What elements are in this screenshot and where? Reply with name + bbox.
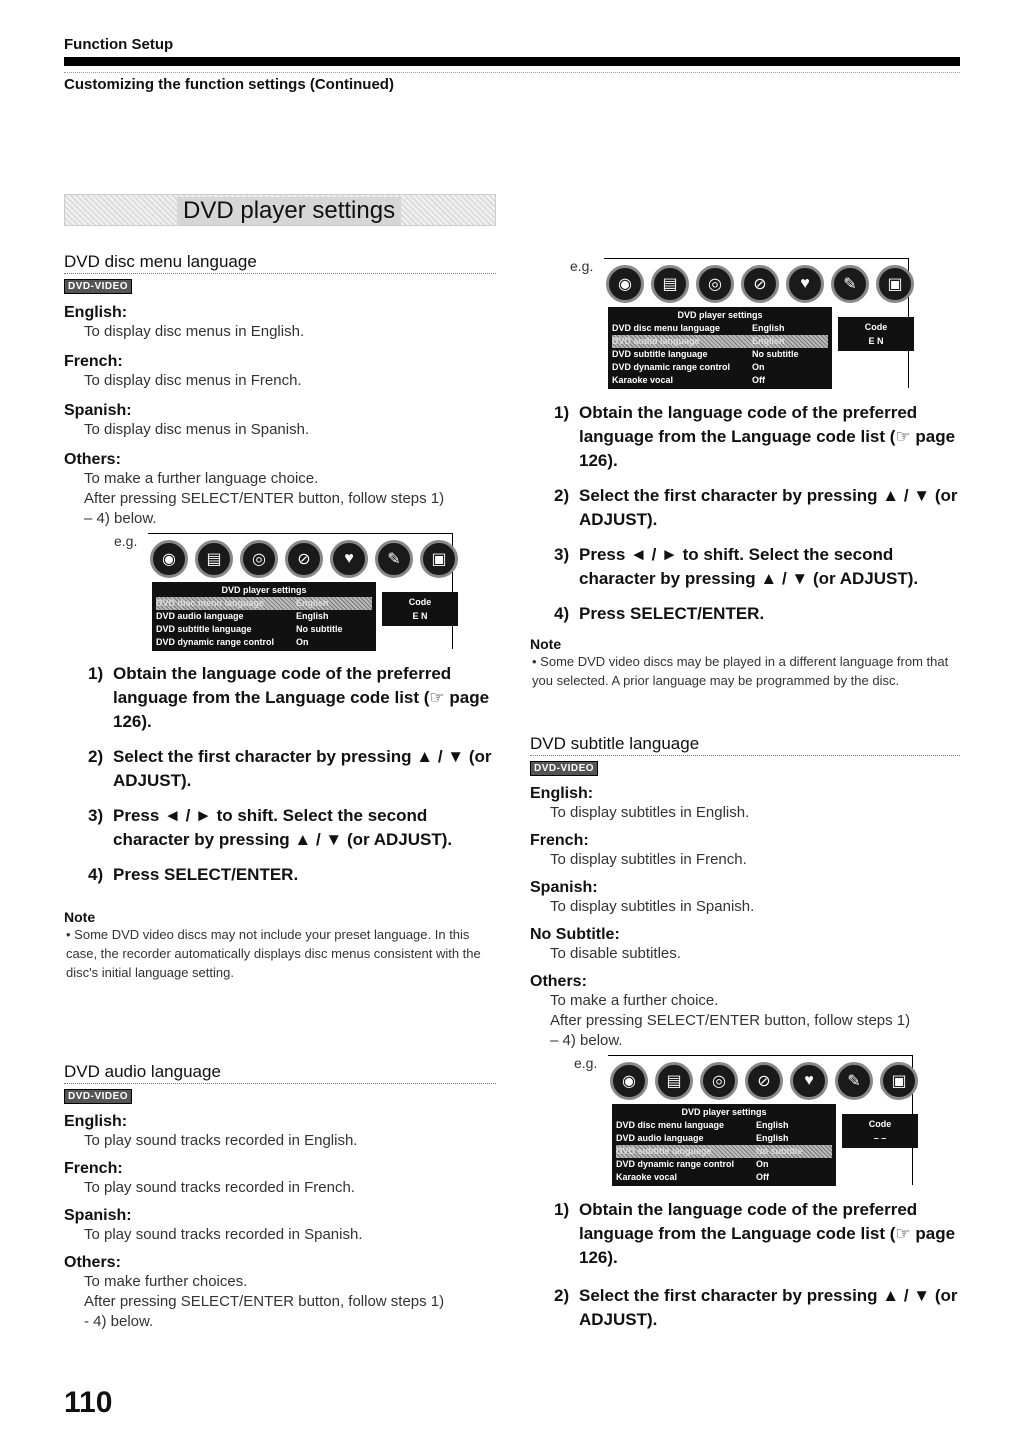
example-screen bbox=[604, 258, 909, 388]
banner-text: DVD player settings bbox=[177, 197, 401, 225]
settings-menu: DVD player settings DVD disc menu language English DVD audio language English DVD subtitle language No subtitle DVD dynamic range control On bbox=[152, 582, 376, 651]
tools-icon: ✎ bbox=[831, 265, 869, 303]
audio-option: Spanish: To play sound tracks recorded in Spanish. bbox=[64, 1207, 363, 1243]
disc-menu-example: e.g. ◉ ▤ ◎ ⊘ ♥ ✎ ▣ DVD player settings DVD disc menu language English DVD audio language English DVD subtitle language No subtitle DVD dynamic range control On Code E N bbox=[114, 533, 496, 651]
settings-disc-icon: ⊘ bbox=[745, 1062, 783, 1100]
subtitle-example: e.g. ◉ ▤ ◎ ⊘ ♥ ✎ ▣ DVD player settings DVD disc menu language English DVD audio language English DVD subtitle language No subtitle DVD dynamic range control On Karaoke vocal Off Code – – bbox=[574, 1055, 960, 1187]
menu-row: DVD dynamic range control On bbox=[156, 637, 309, 647]
code-box: Code E N bbox=[838, 317, 914, 351]
step: 2) Select the first character by pressing ▲ / ▼ (or ADJUST). bbox=[88, 747, 492, 790]
dvd-video-icon: ◉ bbox=[606, 265, 644, 303]
subtitle-steps bbox=[554, 1198, 960, 1332]
header-rule bbox=[64, 72, 960, 73]
recorder-icon: ▣ bbox=[876, 265, 914, 303]
menu-row: DVD dynamic range control On bbox=[616, 1159, 769, 1169]
step: 1) Obtain the language code of the preferred language from the Language code list (☞ page 126). bbox=[554, 1200, 956, 1267]
disc-icon: ◎ bbox=[700, 1062, 738, 1100]
audio-option: French: To play sound tracks recorded in French. bbox=[64, 1160, 355, 1196]
header-subtitle: Customizing the function settings (Continued) bbox=[64, 76, 394, 93]
heart-disc-icon: ♥ bbox=[790, 1062, 828, 1100]
recorder-icon: ▣ bbox=[880, 1062, 918, 1100]
dvd-video-icon: ◉ bbox=[610, 1062, 648, 1100]
step: 1) Obtain the language code of the preferred language from the Language code list (☞ page 126). bbox=[554, 403, 956, 470]
page-number: 110 bbox=[64, 1386, 113, 1419]
menu-row: Karaoke vocal Off bbox=[616, 1172, 769, 1182]
step: 2) Select the first character by pressing ▲ / ▼ (or ADJUST). bbox=[554, 1286, 958, 1329]
note-heading: Note bbox=[64, 909, 96, 925]
audio-example: e.g. ◉ ▤ ◎ ⊘ ♥ ✎ ▣ DVD player settings DVD disc menu language English DVD audio language English DVD subtitle language No subtitle DVD dynamic range control On Karaoke vocal Off Code E N bbox=[570, 258, 960, 390]
menu-row: DVD audio language English bbox=[612, 335, 828, 348]
heart-disc-icon: ♥ bbox=[786, 265, 824, 303]
left-column bbox=[64, 252, 496, 982]
dvd-video-tag: DVD-VIDEO bbox=[64, 1089, 132, 1104]
subtitle-option: Others: To make a further choice. After pressing SELECT/ENTER button, follow steps 1) – 4) below. bbox=[530, 973, 911, 1049]
disc-icon: ◎ bbox=[240, 540, 278, 578]
settings-menu: DVD player settings DVD disc menu language English DVD audio language English DVD subtitle language No subtitle DVD dynamic range control On Karaoke vocal Off bbox=[612, 1104, 836, 1186]
disc-menu-option: Spanish: To display disc menus in Spanish. bbox=[64, 402, 310, 438]
heart-disc-icon: ♥ bbox=[330, 540, 368, 578]
disc-menu-option: French: To display disc menus in French. bbox=[64, 353, 302, 389]
subtitle-heading: DVD subtitle language bbox=[530, 734, 960, 756]
menu-row: DVD disc menu language English bbox=[616, 1120, 789, 1130]
settings-disc-icon: ⊘ bbox=[285, 540, 323, 578]
dvd-video-tag: DVD-VIDEO bbox=[530, 761, 598, 776]
settings-disc-icon: ⊘ bbox=[741, 265, 779, 303]
tools-icon: ✎ bbox=[835, 1062, 873, 1100]
disc-menu-option: Others: To make a further language choice. After pressing SELECT/ENTER button, follow steps 1) – 4) below. bbox=[64, 451, 445, 527]
step: 3) Press ◄ / ► to shift. Select the second character by pressing ▲ / ▼ (or ADJUST). bbox=[88, 806, 453, 849]
subtitle-option: Spanish: To display subtitles in Spanish. bbox=[530, 879, 755, 915]
menu-row: Karaoke vocal Off bbox=[612, 375, 765, 385]
example-screen bbox=[608, 1055, 913, 1185]
note-heading: Note bbox=[530, 636, 562, 652]
audio-steps bbox=[554, 401, 960, 626]
menu-row: DVD subtitle language No subtitle bbox=[156, 624, 343, 634]
disc-icon: ◎ bbox=[696, 265, 734, 303]
header-title: Function Setup bbox=[64, 36, 174, 53]
menu-row: DVD subtitle language No subtitle bbox=[612, 349, 799, 359]
example-screen bbox=[148, 533, 453, 649]
right-column-audio bbox=[530, 254, 960, 690]
tools-icon: ✎ bbox=[375, 540, 413, 578]
note-body: • Some DVD video discs may be played in a different language from that you selected. A prior language may be programmed by the disc. bbox=[532, 654, 949, 688]
note-body: • Some DVD video discs may not include your preset language. In this case, the recorder automatically displays disc menus consistent with the disc's initial language setting. bbox=[66, 927, 481, 980]
header-bar bbox=[64, 57, 960, 66]
recorder-icon: ▣ bbox=[420, 540, 458, 578]
disc-menu-option: English: To display disc menus in English. bbox=[64, 304, 305, 340]
film-icon: ▤ bbox=[651, 265, 689, 303]
menu-row: DVD disc menu language English bbox=[156, 597, 372, 610]
menu-row: DVD audio language English bbox=[156, 611, 329, 621]
menu-row: DVD subtitle language No subtitle bbox=[616, 1145, 832, 1158]
subtitle-option: English: To display subtitles in English. bbox=[530, 785, 750, 821]
settings-menu: DVD player settings DVD disc menu language English DVD audio language English DVD subtitle language No subtitle DVD dynamic range control On Karaoke vocal Off bbox=[608, 307, 832, 389]
subtitle-section bbox=[530, 734, 960, 1332]
menu-row: DVD disc menu language English bbox=[612, 323, 785, 333]
film-icon: ▤ bbox=[195, 540, 233, 578]
menu-row: DVD dynamic range control On bbox=[612, 362, 765, 372]
dvd-video-tag: DVD-VIDEO bbox=[64, 279, 132, 294]
section-banner bbox=[64, 194, 496, 226]
film-icon: ▤ bbox=[655, 1062, 693, 1100]
step: 2) Select the first character by pressing ▲ / ▼ (or ADJUST). bbox=[554, 486, 958, 529]
audio-heading: DVD audio language bbox=[64, 1062, 496, 1084]
audio-option: English: To play sound tracks recorded in English. bbox=[64, 1113, 358, 1149]
subtitle-option: French: To display subtitles in French. bbox=[530, 832, 747, 868]
code-box: Code – – bbox=[842, 1114, 918, 1148]
audio-option: Others: To make further choices. After pressing SELECT/ENTER button, follow steps 1) - 4) below. bbox=[64, 1254, 445, 1330]
audio-section bbox=[64, 1062, 496, 1332]
step: 1) Obtain the language code of the preferred language from the Language code list (☞ page 126). bbox=[88, 664, 490, 731]
step: 4) Press SELECT/ENTER. bbox=[554, 604, 765, 623]
code-box: Code E N bbox=[382, 592, 458, 626]
dvd-video-icon: ◉ bbox=[150, 540, 188, 578]
step: 4) Press SELECT/ENTER. bbox=[88, 865, 299, 884]
step: 3) Press ◄ / ► to shift. Select the second character by pressing ▲ / ▼ (or ADJUST). bbox=[554, 545, 919, 588]
menu-row: DVD audio language English bbox=[616, 1133, 789, 1143]
subtitle-option: No Subtitle: To disable subtitles. bbox=[530, 926, 681, 962]
disc-menu-steps bbox=[88, 662, 496, 887]
disc-menu-heading: DVD disc menu language bbox=[64, 252, 496, 274]
